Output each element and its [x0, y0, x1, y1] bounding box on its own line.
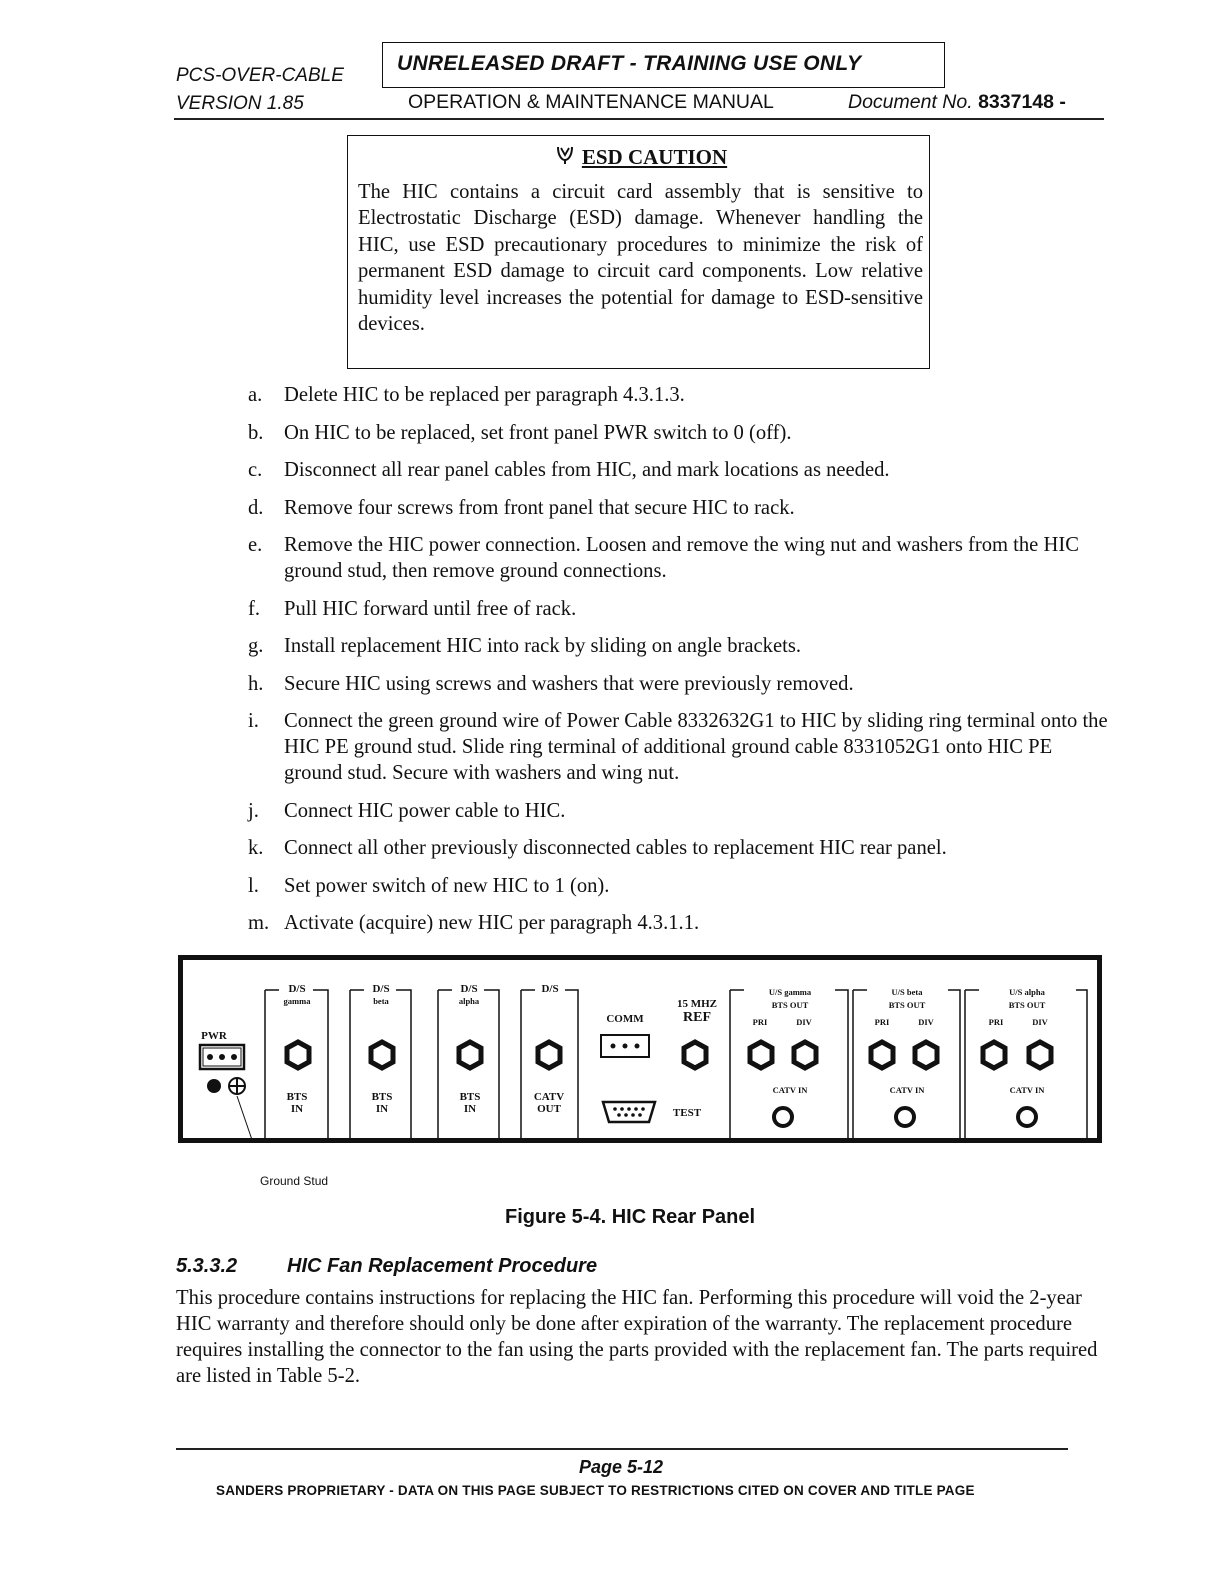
us-gamma-label: U/S gamma: [768, 987, 812, 997]
list-item: k. Connect all other previously disconnected cables to replacement HIC rear panel.: [248, 837, 947, 859]
figure-caption: Figure 5-4. HIC Rear Panel: [505, 1206, 756, 1228]
us-beta-div: DIV: [918, 1017, 934, 1027]
esd-caution-title: [358, 144, 923, 173]
bnc-connector-icon: [287, 1042, 1051, 1068]
ground-stud: [207, 1079, 221, 1093]
document-number: [848, 91, 1066, 114]
list-item: e. Remove the HIC power connection. Loosen and remove the wing nut and washers from the HIC ground stud, then remove ground connections.: [248, 534, 1079, 582]
ground-symbol-icon: [229, 1078, 245, 1094]
section-number: 5.3.3.2: [176, 1255, 238, 1277]
manual-title: OPERATION & MAINTENANCE MANUAL: [408, 91, 774, 113]
dsub-connector-icon: [603, 1102, 655, 1122]
esd-caution-box: [347, 135, 930, 369]
list-item: i. Connect the green ground wire of Power Cable 8332632G1 to HIC by sliding ring terminal onto the HIC PE ground stud. Slide ring terminal of additional ground cable 8331052G1 onto HIC PE ground stud. Secure with washers and wing nut.: [248, 710, 1108, 784]
esd-caution-title-text: ESD CAUTION: [581, 145, 728, 169]
ds-beta-sub: beta: [373, 996, 389, 1006]
section-title: HIC Fan Replacement Procedure: [287, 1255, 598, 1277]
hic-rear-panel: [178, 955, 1102, 1143]
us-alpha-div: DIV: [1032, 1017, 1048, 1027]
page-number: Page 5-12: [579, 1457, 664, 1477]
us-gamma-div: DIV: [796, 1017, 812, 1027]
ds-beta-label: D/S: [372, 983, 390, 995]
ref-label: 15 MHZ REF: [676, 998, 718, 1025]
catv-out: CATV OUT: [533, 1091, 565, 1115]
us-gamma-bts-out: BTS OUT: [771, 1000, 809, 1010]
bts-in-beta: BTS IN: [371, 1091, 393, 1115]
list-item: d. Remove four screws from front panel that secure HIC to rack.: [248, 496, 795, 519]
panel-graphics: [183, 960, 1097, 1138]
ds-gamma-sub: gamma: [283, 996, 311, 1006]
pwr-label: PWR: [201, 1030, 227, 1042]
us-beta-pri: PRI: [874, 1017, 890, 1027]
list-item: h. Secure HIC using screws and washers that were previously removed.: [248, 672, 854, 695]
list-item: m. Activate (acquire) new HIC per paragraph 4.3.1.1.: [248, 912, 700, 934]
ground-stud-label: Ground Stud: [260, 1174, 329, 1188]
comm-label: COMM: [606, 1013, 644, 1025]
ds-alpha-label: D/S: [460, 983, 478, 995]
header-product: PCS-OVER-CABLE: [176, 65, 344, 86]
us-alpha-label: U/S alpha: [1009, 987, 1045, 997]
esd-icon: [554, 144, 576, 173]
bts-in-alpha: BTS IN: [459, 1091, 481, 1115]
us-alpha-bts-out: BTS OUT: [1008, 1000, 1046, 1010]
header-rule: [174, 118, 1104, 120]
test-label: TEST: [672, 1107, 702, 1119]
esd-caution-body: The HIC contains a circuit card assembly that is sensitive to Electrostatic Discharge (ESD) damage. Whenever handling the HIC, use ESD precautionary procedures to minimize the risk of permanent ESD damage to circuit card components. Low relative humidity level increases the potential for damage to ESD-sensitive devices.: [358, 180, 923, 335]
us-gamma-catv-in: CATV IN: [772, 1085, 808, 1095]
us-beta-bts-out: BTS OUT: [888, 1000, 926, 1010]
footer-rule: [176, 1448, 1068, 1450]
us-beta-catv-in: CATV IN: [889, 1085, 925, 1095]
list-item: a. Delete HIC to be replaced per paragraph 4.3.1.3.: [248, 384, 685, 406]
list-item: b. On HIC to be replaced, set front panel PWR switch to 0 (off).: [248, 421, 792, 444]
us-gamma-pri: PRI: [752, 1017, 768, 1027]
procedure-steps: [248, 382, 1110, 948]
draft-notice-box: [382, 42, 945, 88]
ds-label: D/S: [541, 983, 559, 995]
section-body: This procedure contains instructions for replacing the HIC fan. Performing this procedure will void the 2-year HIC warranty and therefore should only be done after expiration of the warranty. The replacement procedure requires installing the connector to the fan using the parts provided with the replacement fan. The parts required are listed in Table 5-2.: [176, 1287, 1098, 1387]
list-item: g. Install replacement HIC into rack by sliding on angle brackets.: [248, 635, 801, 657]
document-label: Document No.: [848, 91, 973, 113]
proprietary-notice: SANDERS PROPRIETARY - DATA ON THIS PAGE SUBJECT TO RESTRICTIONS CITED ON COVER AND TITLE PAGE: [216, 1483, 975, 1498]
us-alpha-catv-in: CATV IN: [1009, 1085, 1045, 1095]
list-item: l. Set power switch of new HIC to 1 (on).: [248, 874, 610, 897]
ds-alpha-sub: alpha: [458, 996, 480, 1006]
bts-in-gamma: BTS IN: [286, 1091, 308, 1115]
document-number-value: 8337148 -: [978, 91, 1066, 113]
list-item: c. Disconnect all rear panel cables from HIC, and mark locations as needed.: [248, 459, 890, 481]
draft-notice: UNRELEASED DRAFT - TRAINING USE ONLY: [397, 52, 862, 75]
list-item: j. Connect HIC power cable to HIC.: [248, 799, 566, 822]
us-beta-label: U/S beta: [891, 987, 923, 997]
us-alpha-pri: PRI: [988, 1017, 1004, 1027]
list-item: f. Pull HIC forward until free of rack.: [248, 597, 577, 620]
header-version: VERSION 1.85: [176, 93, 304, 114]
ds-gamma-label: D/S: [288, 983, 306, 995]
